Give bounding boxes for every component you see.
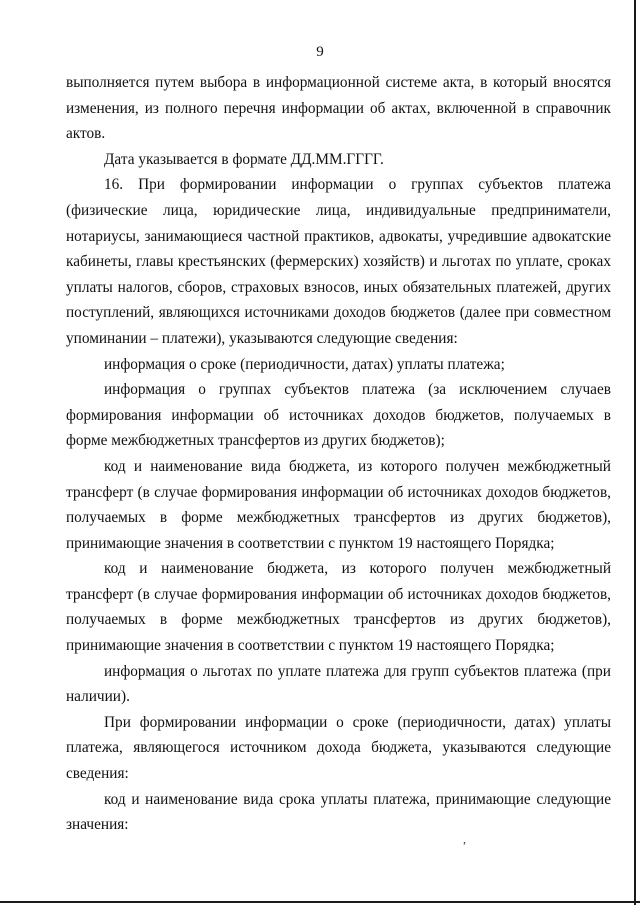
document-body [66,70,611,838]
paragraph-0: выполняется путем выбора в информационной системе акта, в который вносятся изменения, из полного перечня информации об актах, включенной в справочник актов. [66,74,611,143]
scan-speck: , [463,832,466,846]
scan-edge-right [634,0,636,905]
paragraph-4: информация о группах субъектов платежа (за исключением случаев формирования информации об источниках доходов бюджетов, получаемых в форме межбюджетных трансфертов из других бюджетов); [66,381,611,450]
paragraph-8: При формировании информации о сроке (периодичности, датах) уплаты платежа, являющегося источником дохода бюджета, указываются следующие сведения: [66,713,611,783]
paragraph-9: код и наименование вида срока уплаты платежа, принимающие следующие значения: [66,790,611,834]
paragraph-1: Дата указывается в формате ДД.ММ.ГГГГ. [104,150,384,168]
scan-edge-bottom [0,901,640,903]
paragraph-3: информация о сроке (периодичности, датах) уплаты платежа; [104,355,505,373]
paragraph-5: код и наименование вида бюджета, из которого получен межбюджетный трансферт (в случае формирования информации об источниках доходов бюджетов, получаемых в форме межбюджетных трансфертов из других бюджетов), принимающие значения в соответствии с пунктом 19 настоящего Порядка; [66,457,611,552]
page-number: 9 [316,44,324,60]
paragraph-2: 16. При формировании информации о группах субъектов платежа (физические лица, юридические лица, индивидуальные предприниматели, нотариусы, занимающиеся частной практиков, адвокаты, учредившие адвокатские кабинеты, главы крестьянских (фермерских) хозяйств) и льготах по уплате, сроках уплаты налогов, сборов, страховых взносов, иных обязательных платежей, других поступлений, являющихся источниками доходов бюджетов (далее при совместном упоминании – платежи), указываются следующие сведения: [66,176,611,347]
paragraph-7: информация о льготах по уплате платежа для групп субъектов платежа (при наличии). [66,662,611,706]
paragraph-6: код и наименование бюджета, из которого получен межбюджетный трансферт (в случае формирования информации об источниках доходов бюджетов, получаемых в форме межбюджетных трансфертов из других бюджетов), принимающие значения в соответствии с пунктом 19 настоящего Порядка; [66,560,611,655]
